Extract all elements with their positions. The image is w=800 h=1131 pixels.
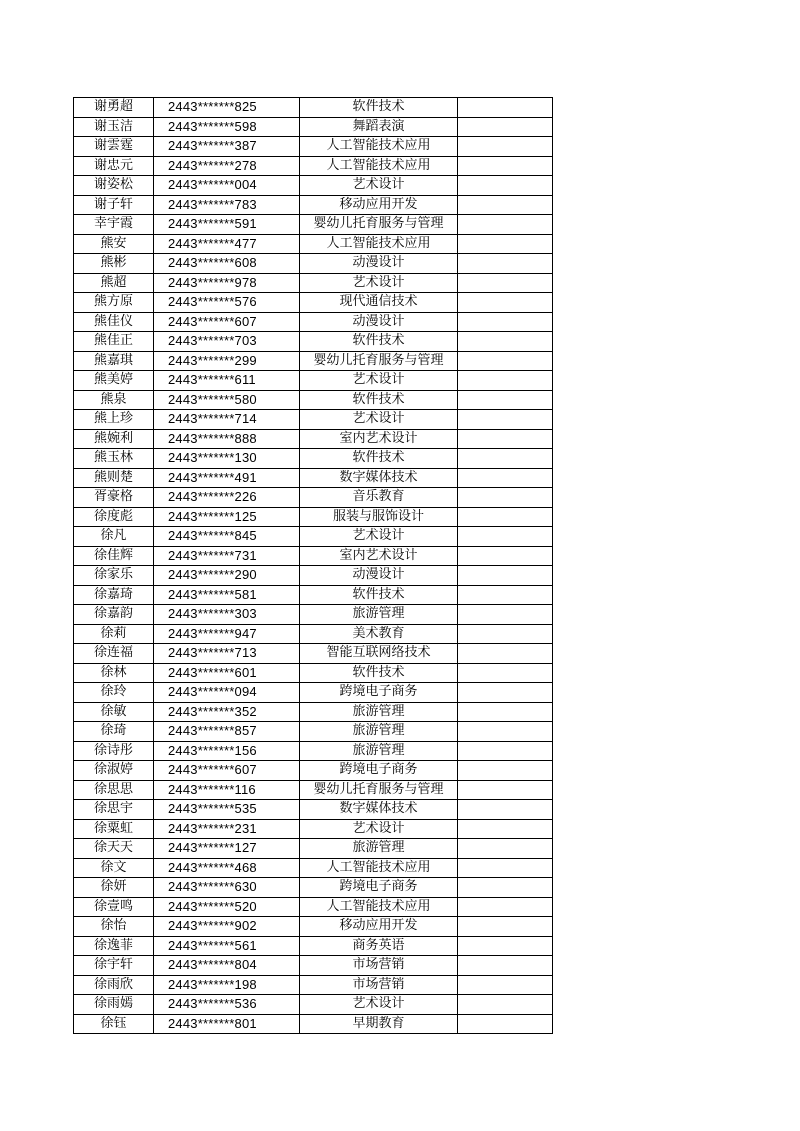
student-name-cell: 徐思思	[74, 780, 154, 800]
student-name-cell: 徐妍	[74, 878, 154, 898]
blank-cell	[458, 293, 553, 313]
student-name-cell: 熊佳仪	[74, 312, 154, 332]
major-cell: 婴幼儿托育服务与管理	[300, 780, 458, 800]
blank-cell	[458, 644, 553, 664]
table-row	[74, 761, 553, 781]
student-name-cell: 徐琦	[74, 722, 154, 742]
student-name-cell: 徐雨嫣	[74, 995, 154, 1015]
major-cell: 艺术设计	[300, 176, 458, 196]
blank-cell	[458, 332, 553, 352]
blank-cell	[458, 858, 553, 878]
table-row	[74, 722, 553, 742]
major-cell: 舞蹈表演	[300, 117, 458, 137]
student-id-cell: 2443*******535	[154, 800, 300, 820]
table-row	[74, 819, 553, 839]
blank-cell	[458, 897, 553, 917]
student-id-cell: 2443*******156	[154, 741, 300, 761]
blank-cell	[458, 449, 553, 469]
major-cell: 软件技术	[300, 390, 458, 410]
student-id-cell: 2443*******608	[154, 254, 300, 274]
student-id-cell: 2443*******804	[154, 956, 300, 976]
blank-cell	[458, 839, 553, 859]
major-cell: 室内艺术设计	[300, 429, 458, 449]
student-id-cell: 2443*******783	[154, 195, 300, 215]
major-cell: 艺术设计	[300, 371, 458, 391]
student-id-cell: 2443*******598	[154, 117, 300, 137]
student-id-cell: 2443*******978	[154, 273, 300, 293]
table-row	[74, 410, 553, 430]
table-row	[74, 351, 553, 371]
table-row	[74, 956, 553, 976]
student-id-cell: 2443*******299	[154, 351, 300, 371]
blank-cell	[458, 683, 553, 703]
student-name-cell: 谢姿松	[74, 176, 154, 196]
student-id-cell: 2443*******601	[154, 663, 300, 683]
major-cell: 数字媒体技术	[300, 468, 458, 488]
student-id-cell: 2443*******116	[154, 780, 300, 800]
major-cell: 美术教育	[300, 624, 458, 644]
table-row	[74, 176, 553, 196]
student-name-cell: 徐凡	[74, 527, 154, 547]
student-id-cell: 2443*******580	[154, 390, 300, 410]
blank-cell	[458, 936, 553, 956]
table-row	[74, 371, 553, 391]
student-name-cell: 熊嘉琪	[74, 351, 154, 371]
student-id-cell: 2443*******845	[154, 527, 300, 547]
table-row	[74, 273, 553, 293]
student-name-cell: 熊安	[74, 234, 154, 254]
blank-cell	[458, 410, 553, 430]
blank-cell	[458, 741, 553, 761]
student-name-cell: 徐怡	[74, 917, 154, 937]
table-row	[74, 897, 553, 917]
student-id-cell: 2443*******127	[154, 839, 300, 859]
student-id-cell: 2443*******581	[154, 585, 300, 605]
student-roster-table	[73, 97, 553, 1034]
blank-cell	[458, 488, 553, 508]
major-cell: 旅游管理	[300, 702, 458, 722]
student-name-cell: 熊美婷	[74, 371, 154, 391]
student-name-cell: 熊玉林	[74, 449, 154, 469]
blank-cell	[458, 878, 553, 898]
major-cell: 软件技术	[300, 98, 458, 118]
major-cell: 移动应用开发	[300, 195, 458, 215]
major-cell: 商务英语	[300, 936, 458, 956]
blank-cell	[458, 507, 553, 527]
blank-cell	[458, 624, 553, 644]
table-row	[74, 878, 553, 898]
blank-cell	[458, 195, 553, 215]
student-name-cell: 徐敏	[74, 702, 154, 722]
student-id-cell: 2443*******857	[154, 722, 300, 742]
major-cell: 旅游管理	[300, 605, 458, 625]
blank-cell	[458, 663, 553, 683]
blank-cell	[458, 215, 553, 235]
table-row	[74, 975, 553, 995]
student-name-cell: 徐度彪	[74, 507, 154, 527]
student-name-cell: 徐思宇	[74, 800, 154, 820]
student-name-cell: 徐佳辉	[74, 546, 154, 566]
student-id-cell: 2443*******825	[154, 98, 300, 118]
major-cell: 旅游管理	[300, 741, 458, 761]
student-name-cell: 徐玲	[74, 683, 154, 703]
student-id-cell: 2443*******591	[154, 215, 300, 235]
table-row	[74, 936, 553, 956]
student-name-cell: 熊彬	[74, 254, 154, 274]
major-cell: 跨境电子商务	[300, 878, 458, 898]
student-id-cell: 2443*******713	[154, 644, 300, 664]
student-id-cell: 2443*******561	[154, 936, 300, 956]
student-name-cell: 胥豪格	[74, 488, 154, 508]
student-id-cell: 2443*******303	[154, 605, 300, 625]
table-row	[74, 215, 553, 235]
table-row	[74, 137, 553, 157]
blank-cell	[458, 722, 553, 742]
blank-cell	[458, 254, 553, 274]
table-row	[74, 332, 553, 352]
table-row	[74, 117, 553, 137]
blank-cell	[458, 585, 553, 605]
major-cell: 婴幼儿托育服务与管理	[300, 351, 458, 371]
student-name-cell: 徐淑婷	[74, 761, 154, 781]
student-id-cell: 2443*******576	[154, 293, 300, 313]
major-cell: 人工智能技术应用	[300, 897, 458, 917]
student-id-cell: 2443*******607	[154, 761, 300, 781]
blank-cell	[458, 605, 553, 625]
table-row	[74, 507, 553, 527]
major-cell: 人工智能技术应用	[300, 858, 458, 878]
table-row	[74, 741, 553, 761]
major-cell: 早期教育	[300, 1014, 458, 1034]
blank-cell	[458, 780, 553, 800]
student-name-cell: 徐家乐	[74, 566, 154, 586]
student-name-cell: 熊佳正	[74, 332, 154, 352]
student-id-cell: 2443*******004	[154, 176, 300, 196]
major-cell: 数字媒体技术	[300, 800, 458, 820]
student-name-cell: 熊上珍	[74, 410, 154, 430]
major-cell: 艺术设计	[300, 273, 458, 293]
student-name-cell: 徐钰	[74, 1014, 154, 1034]
major-cell: 市场营销	[300, 956, 458, 976]
student-name-cell: 徐天天	[74, 839, 154, 859]
student-name-cell: 谢忠元	[74, 156, 154, 176]
table-row	[74, 429, 553, 449]
major-cell: 移动应用开发	[300, 917, 458, 937]
blank-cell	[458, 546, 553, 566]
student-name-cell: 徐诗彤	[74, 741, 154, 761]
table-row	[74, 605, 553, 625]
major-cell: 服装与服饰设计	[300, 507, 458, 527]
table-row	[74, 624, 553, 644]
student-id-cell: 2443*******198	[154, 975, 300, 995]
student-id-cell: 2443*******130	[154, 449, 300, 469]
student-id-cell: 2443*******703	[154, 332, 300, 352]
major-cell: 艺术设计	[300, 410, 458, 430]
student-id-cell: 2443*******947	[154, 624, 300, 644]
student-id-cell: 2443*******731	[154, 546, 300, 566]
table-row	[74, 449, 553, 469]
major-cell: 软件技术	[300, 663, 458, 683]
table-row	[74, 98, 553, 118]
blank-cell	[458, 429, 553, 449]
major-cell: 人工智能技术应用	[300, 234, 458, 254]
student-id-cell: 2443*******607	[154, 312, 300, 332]
student-id-cell: 2443*******231	[154, 819, 300, 839]
student-name-cell: 徐逸菲	[74, 936, 154, 956]
student-name-cell: 徐林	[74, 663, 154, 683]
blank-cell	[458, 975, 553, 995]
major-cell: 艺术设计	[300, 819, 458, 839]
table-row	[74, 254, 553, 274]
table-row	[74, 312, 553, 332]
table-row	[74, 780, 553, 800]
table-row	[74, 663, 553, 683]
table-row	[74, 566, 553, 586]
student-id-cell: 2443*******536	[154, 995, 300, 1015]
blank-cell	[458, 995, 553, 1015]
blank-cell	[458, 156, 553, 176]
student-name-cell: 熊方原	[74, 293, 154, 313]
blank-cell	[458, 312, 553, 332]
blank-cell	[458, 761, 553, 781]
student-name-cell: 徐连福	[74, 644, 154, 664]
major-cell: 跨境电子商务	[300, 761, 458, 781]
table-row	[74, 1014, 553, 1034]
major-cell: 婴幼儿托育服务与管理	[300, 215, 458, 235]
student-id-cell: 2443*******094	[154, 683, 300, 703]
major-cell: 音乐教育	[300, 488, 458, 508]
student-name-cell: 徐莉	[74, 624, 154, 644]
blank-cell	[458, 917, 553, 937]
table-row	[74, 546, 553, 566]
student-name-cell: 谢子轩	[74, 195, 154, 215]
blank-cell	[458, 819, 553, 839]
table-row	[74, 839, 553, 859]
table-row	[74, 293, 553, 313]
student-name-cell: 徐宇轩	[74, 956, 154, 976]
table-row	[74, 644, 553, 664]
table-row	[74, 683, 553, 703]
table-row	[74, 995, 553, 1015]
major-cell: 智能互联网络技术	[300, 644, 458, 664]
student-id-cell: 2443*******630	[154, 878, 300, 898]
student-name-cell: 熊泉	[74, 390, 154, 410]
student-id-cell: 2443*******801	[154, 1014, 300, 1034]
major-cell: 旅游管理	[300, 722, 458, 742]
student-id-cell: 2443*******888	[154, 429, 300, 449]
student-name-cell: 谢勇超	[74, 98, 154, 118]
student-name-cell: 徐文	[74, 858, 154, 878]
blank-cell	[458, 800, 553, 820]
student-id-cell: 2443*******714	[154, 410, 300, 430]
blank-cell	[458, 1014, 553, 1034]
student-name-cell: 徐嘉琦	[74, 585, 154, 605]
student-id-cell: 2443*******125	[154, 507, 300, 527]
student-name-cell: 熊婉利	[74, 429, 154, 449]
table-row	[74, 858, 553, 878]
student-id-cell: 2443*******491	[154, 468, 300, 488]
student-name-cell: 徐嘉韵	[74, 605, 154, 625]
major-cell: 软件技术	[300, 332, 458, 352]
major-cell: 人工智能技术应用	[300, 137, 458, 157]
major-cell: 软件技术	[300, 585, 458, 605]
student-name-cell: 徐雨欣	[74, 975, 154, 995]
table-row	[74, 488, 553, 508]
blank-cell	[458, 702, 553, 722]
major-cell: 动漫设计	[300, 312, 458, 332]
blank-cell	[458, 98, 553, 118]
student-id-cell: 2443*******611	[154, 371, 300, 391]
major-cell: 市场营销	[300, 975, 458, 995]
student-id-cell: 2443*******477	[154, 234, 300, 254]
table-row	[74, 468, 553, 488]
student-id-cell: 2443*******352	[154, 702, 300, 722]
blank-cell	[458, 566, 553, 586]
student-name-cell: 熊超	[74, 273, 154, 293]
table-row	[74, 800, 553, 820]
student-id-cell: 2443*******290	[154, 566, 300, 586]
blank-cell	[458, 468, 553, 488]
major-cell: 室内艺术设计	[300, 546, 458, 566]
blank-cell	[458, 117, 553, 137]
major-cell: 艺术设计	[300, 527, 458, 547]
student-id-cell: 2443*******520	[154, 897, 300, 917]
blank-cell	[458, 273, 553, 293]
blank-cell	[458, 956, 553, 976]
blank-cell	[458, 527, 553, 547]
roster-body	[74, 98, 553, 1034]
major-cell: 人工智能技术应用	[300, 156, 458, 176]
table-row	[74, 585, 553, 605]
blank-cell	[458, 371, 553, 391]
major-cell: 动漫设计	[300, 566, 458, 586]
student-id-cell: 2443*******902	[154, 917, 300, 937]
major-cell: 跨境电子商务	[300, 683, 458, 703]
table-row	[74, 917, 553, 937]
student-name-cell: 幸宇霞	[74, 215, 154, 235]
major-cell: 艺术设计	[300, 995, 458, 1015]
table-row	[74, 156, 553, 176]
table-row	[74, 195, 553, 215]
blank-cell	[458, 390, 553, 410]
blank-cell	[458, 137, 553, 157]
major-cell: 软件技术	[300, 449, 458, 469]
blank-cell	[458, 234, 553, 254]
student-name-cell: 谢雲霆	[74, 137, 154, 157]
student-name-cell: 徐壹鸣	[74, 897, 154, 917]
student-id-cell: 2443*******387	[154, 137, 300, 157]
student-name-cell: 谢玉洁	[74, 117, 154, 137]
blank-cell	[458, 351, 553, 371]
major-cell: 旅游管理	[300, 839, 458, 859]
student-id-cell: 2443*******468	[154, 858, 300, 878]
student-id-cell: 2443*******278	[154, 156, 300, 176]
student-name-cell: 熊则楚	[74, 468, 154, 488]
student-name-cell: 徐粟虹	[74, 819, 154, 839]
table-row	[74, 390, 553, 410]
table-row	[74, 234, 553, 254]
major-cell: 现代通信技术	[300, 293, 458, 313]
major-cell: 动漫设计	[300, 254, 458, 274]
blank-cell	[458, 176, 553, 196]
table-row	[74, 527, 553, 547]
student-id-cell: 2443*******226	[154, 488, 300, 508]
table-row	[74, 702, 553, 722]
